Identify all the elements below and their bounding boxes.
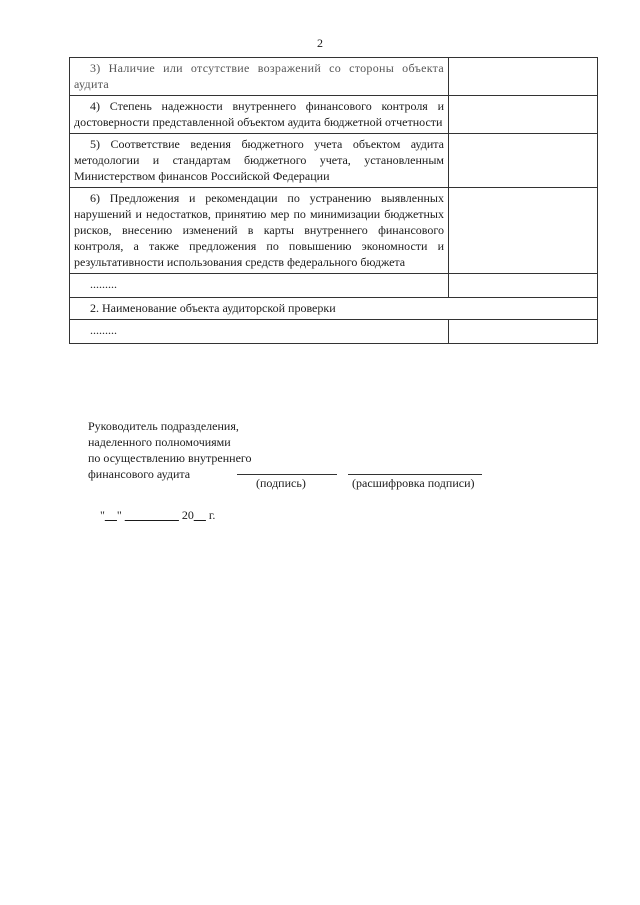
row-label: 4) Степень надежности внутреннего финансового контроля и достоверности представленной объектом аудита бюджетной отчетности bbox=[74, 99, 444, 129]
year-prefix: 20 bbox=[181, 508, 194, 522]
table-row bbox=[70, 188, 598, 274]
open-quote: " bbox=[100, 508, 105, 522]
signature-caption: (подпись) bbox=[256, 476, 306, 490]
close-quote: " bbox=[116, 508, 122, 522]
signatory-line: по осуществлению внутреннего bbox=[88, 451, 252, 465]
table-row bbox=[70, 298, 598, 320]
day-field[interactable]: __ bbox=[104, 508, 117, 522]
signatory-line: наделенного полномочиями bbox=[88, 435, 231, 449]
ellipsis-placeholder: ......... bbox=[90, 323, 117, 337]
signature-decoding-field[interactable] bbox=[348, 474, 482, 475]
table-row bbox=[70, 96, 598, 134]
table-row bbox=[70, 58, 598, 96]
year-suffix: г. bbox=[208, 508, 216, 522]
empty-cell bbox=[449, 274, 598, 298]
page-number: 2 bbox=[317, 36, 323, 50]
signatory-title bbox=[88, 418, 252, 482]
signatory-line: финансового аудита bbox=[88, 467, 191, 481]
row-label: 6) Предложения и рекомендации по устранению выявленных нарушений и недостатков, принятию мер по минимизации бюджетных рисков, внесению изменений в карты внутреннего финансового контроля, а также предложения по повышению экономности и результативности использования средств федерального бюджета bbox=[74, 191, 444, 269]
date-line bbox=[100, 508, 215, 523]
ellipsis-placeholder: ......... bbox=[90, 277, 117, 291]
row-label: 3) Наличие или отсутствие возражений со стороны объекта аудита bbox=[74, 61, 444, 91]
empty-cell bbox=[449, 134, 598, 188]
signatory-line: Руководитель подразделения, bbox=[88, 419, 239, 433]
year-field[interactable]: __ bbox=[193, 508, 206, 522]
table-row bbox=[70, 134, 598, 188]
empty-cell bbox=[449, 96, 598, 134]
empty-cell bbox=[449, 58, 598, 96]
table-row bbox=[70, 320, 598, 344]
object-name-heading: 2. Наименование объекта аудиторской проверки bbox=[70, 298, 598, 320]
row-label: 5) Соответствие ведения бюджетного учета объектом аудита методологии и стандартам бюджетного учета, установленным Министерством финансов Российской Федерации bbox=[74, 137, 444, 183]
signature-decoding-caption: (расшифровка подписи) bbox=[352, 476, 475, 490]
signature-field[interactable] bbox=[237, 474, 337, 475]
empty-cell bbox=[449, 188, 598, 274]
empty-cell bbox=[449, 320, 598, 344]
month-field[interactable]: _________ bbox=[124, 508, 179, 522]
audit-conclusion-table bbox=[69, 57, 598, 344]
table-row bbox=[70, 274, 598, 298]
